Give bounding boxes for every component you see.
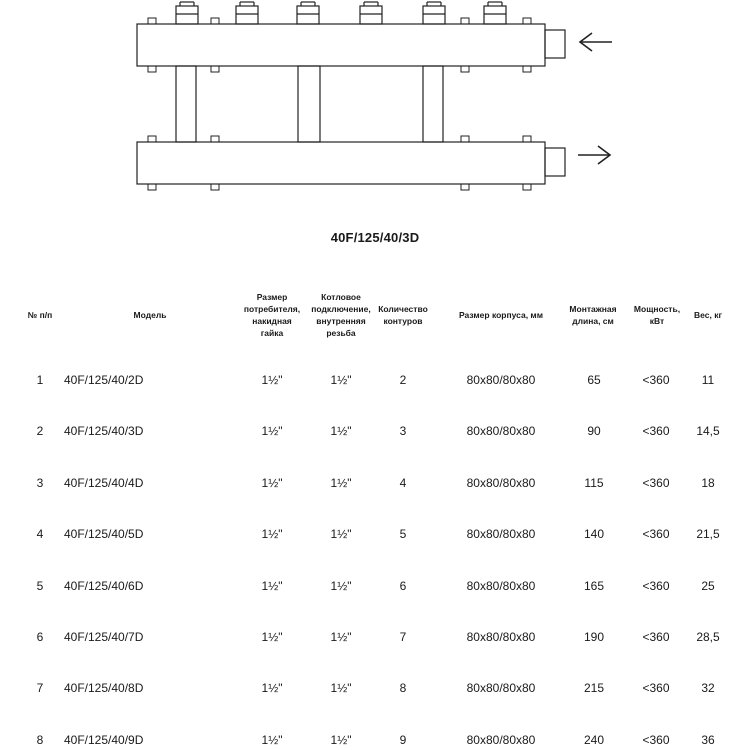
cell-number: 2 <box>36 424 44 439</box>
consumer-nuts <box>176 2 506 24</box>
header-body-size: Размер корпуса, мм <box>458 310 543 320</box>
lower-header-body <box>137 142 545 184</box>
riser-right <box>423 66 443 142</box>
header-weight: Вес, кг <box>694 310 722 320</box>
cell-body-size: 80x80/80x80 <box>466 732 536 747</box>
riser-center <box>298 66 320 142</box>
cell-circuits: 9 <box>399 732 407 747</box>
cell-power: <360 <box>642 424 670 439</box>
header-model: Модель <box>133 310 167 320</box>
model-title: 40F/125/40/3D <box>330 230 420 245</box>
cell-body-size: 80x80/80x80 <box>466 475 536 490</box>
cell-boiler-connection: 1½" <box>330 681 352 696</box>
cell-consumer-size: 1½" <box>261 475 283 490</box>
inlet-stub <box>545 30 565 58</box>
header-consumer-size: Размер потребителя, накидная гайка <box>243 292 301 338</box>
cell-power: <360 <box>642 681 670 696</box>
cell-model: 40F/125/40/4D <box>64 475 144 490</box>
cell-model: 40F/125/40/3D <box>64 424 144 439</box>
cell-power: <360 <box>642 578 670 593</box>
cell-boiler-connection: 1½" <box>330 475 352 490</box>
cell-circuits: 3 <box>399 424 407 439</box>
cell-number: 3 <box>36 475 44 490</box>
cell-body-size: 80x80/80x80 <box>466 578 536 593</box>
cell-consumer-size: 1½" <box>261 630 283 644</box>
cell-boiler-connection: 1½" <box>330 424 352 439</box>
cell-number: 7 <box>36 681 44 696</box>
cell-consumer-size: 1½" <box>261 373 283 387</box>
cell-weight: 21,5 <box>696 527 720 542</box>
cell-circuits: 8 <box>399 681 407 696</box>
cell-boiler-connection: 1½" <box>330 373 352 387</box>
cell-consumer-size: 1½" <box>261 424 283 439</box>
cell-boiler-connection: 1½" <box>330 578 352 593</box>
outlet-arrow-icon <box>578 146 610 164</box>
cell-boiler-connection: 1½" <box>330 732 352 747</box>
cell-weight: 18 <box>701 475 715 490</box>
cell-circuits: 6 <box>399 578 407 593</box>
cell-model: 40F/125/40/9D <box>64 732 144 747</box>
cell-mount-length: 215 <box>583 681 605 696</box>
cell-model: 40F/125/40/6D <box>64 578 144 593</box>
cell-number: 8 <box>36 732 44 747</box>
cell-number: 6 <box>36 630 44 644</box>
header-boiler-connection: Котловое подключение, внутренняя резьба <box>311 292 371 338</box>
cell-mount-length: 240 <box>583 732 605 747</box>
cell-weight: 28,5 <box>696 630 720 644</box>
cell-body-size: 80x80/80x80 <box>466 373 536 387</box>
cell-power: <360 <box>642 732 670 747</box>
cell-weight: 36 <box>701 732 715 747</box>
cell-circuits: 4 <box>399 475 407 490</box>
cell-power: <360 <box>642 630 670 644</box>
cell-mount-length: 190 <box>583 630 605 644</box>
cell-consumer-size: 1½" <box>261 732 283 747</box>
cell-model: 40F/125/40/5D <box>64 527 144 542</box>
upper-header-body <box>137 24 545 66</box>
cell-circuits: 5 <box>399 527 407 542</box>
header-circuits: Количество контуров <box>378 304 428 326</box>
cell-body-size: 80x80/80x80 <box>466 630 536 644</box>
cell-body-size: 80x80/80x80 <box>466 527 536 542</box>
cell-circuits: 7 <box>399 630 407 644</box>
cell-model: 40F/125/40/8D <box>64 681 144 696</box>
header-power: Мощность, кВт <box>633 304 681 326</box>
cell-number: 1 <box>36 373 44 387</box>
cell-weight: 32 <box>701 681 715 696</box>
cell-number: 4 <box>36 527 44 542</box>
cell-power: <360 <box>642 475 670 490</box>
manifold-drawing <box>0 0 750 215</box>
cell-power: <360 <box>642 527 670 542</box>
cell-consumer-size: 1½" <box>261 681 283 696</box>
inlet-arrow-icon <box>580 33 612 51</box>
cell-mount-length: 140 <box>583 527 605 542</box>
cell-weight: 11 <box>701 373 715 387</box>
cell-weight: 25 <box>701 578 715 593</box>
cell-mount-length: 90 <box>587 424 601 439</box>
cell-mount-length: 165 <box>583 578 605 593</box>
cell-consumer-size: 1½" <box>261 578 283 593</box>
mounting-tabs <box>148 18 531 190</box>
cell-mount-length: 65 <box>587 373 601 387</box>
outlet-stub <box>545 148 565 176</box>
cell-body-size: 80x80/80x80 <box>466 424 536 439</box>
cell-model: 40F/125/40/7D <box>64 630 144 644</box>
cell-power: <360 <box>642 373 670 387</box>
riser-left <box>176 66 196 142</box>
cell-circuits: 2 <box>399 373 407 387</box>
cell-mount-length: 115 <box>584 475 604 490</box>
header-number: № п/п <box>27 310 53 320</box>
header-mount-length: Монтажная длина, см <box>569 304 617 326</box>
cell-number: 5 <box>36 578 44 593</box>
cell-boiler-connection: 1½" <box>330 630 352 644</box>
cell-weight: 14,5 <box>696 424 720 439</box>
cell-model: 40F/125/40/2D <box>64 373 144 387</box>
cell-consumer-size: 1½" <box>261 527 283 542</box>
cell-body-size: 80x80/80x80 <box>466 681 536 696</box>
cell-boiler-connection: 1½" <box>330 527 352 542</box>
